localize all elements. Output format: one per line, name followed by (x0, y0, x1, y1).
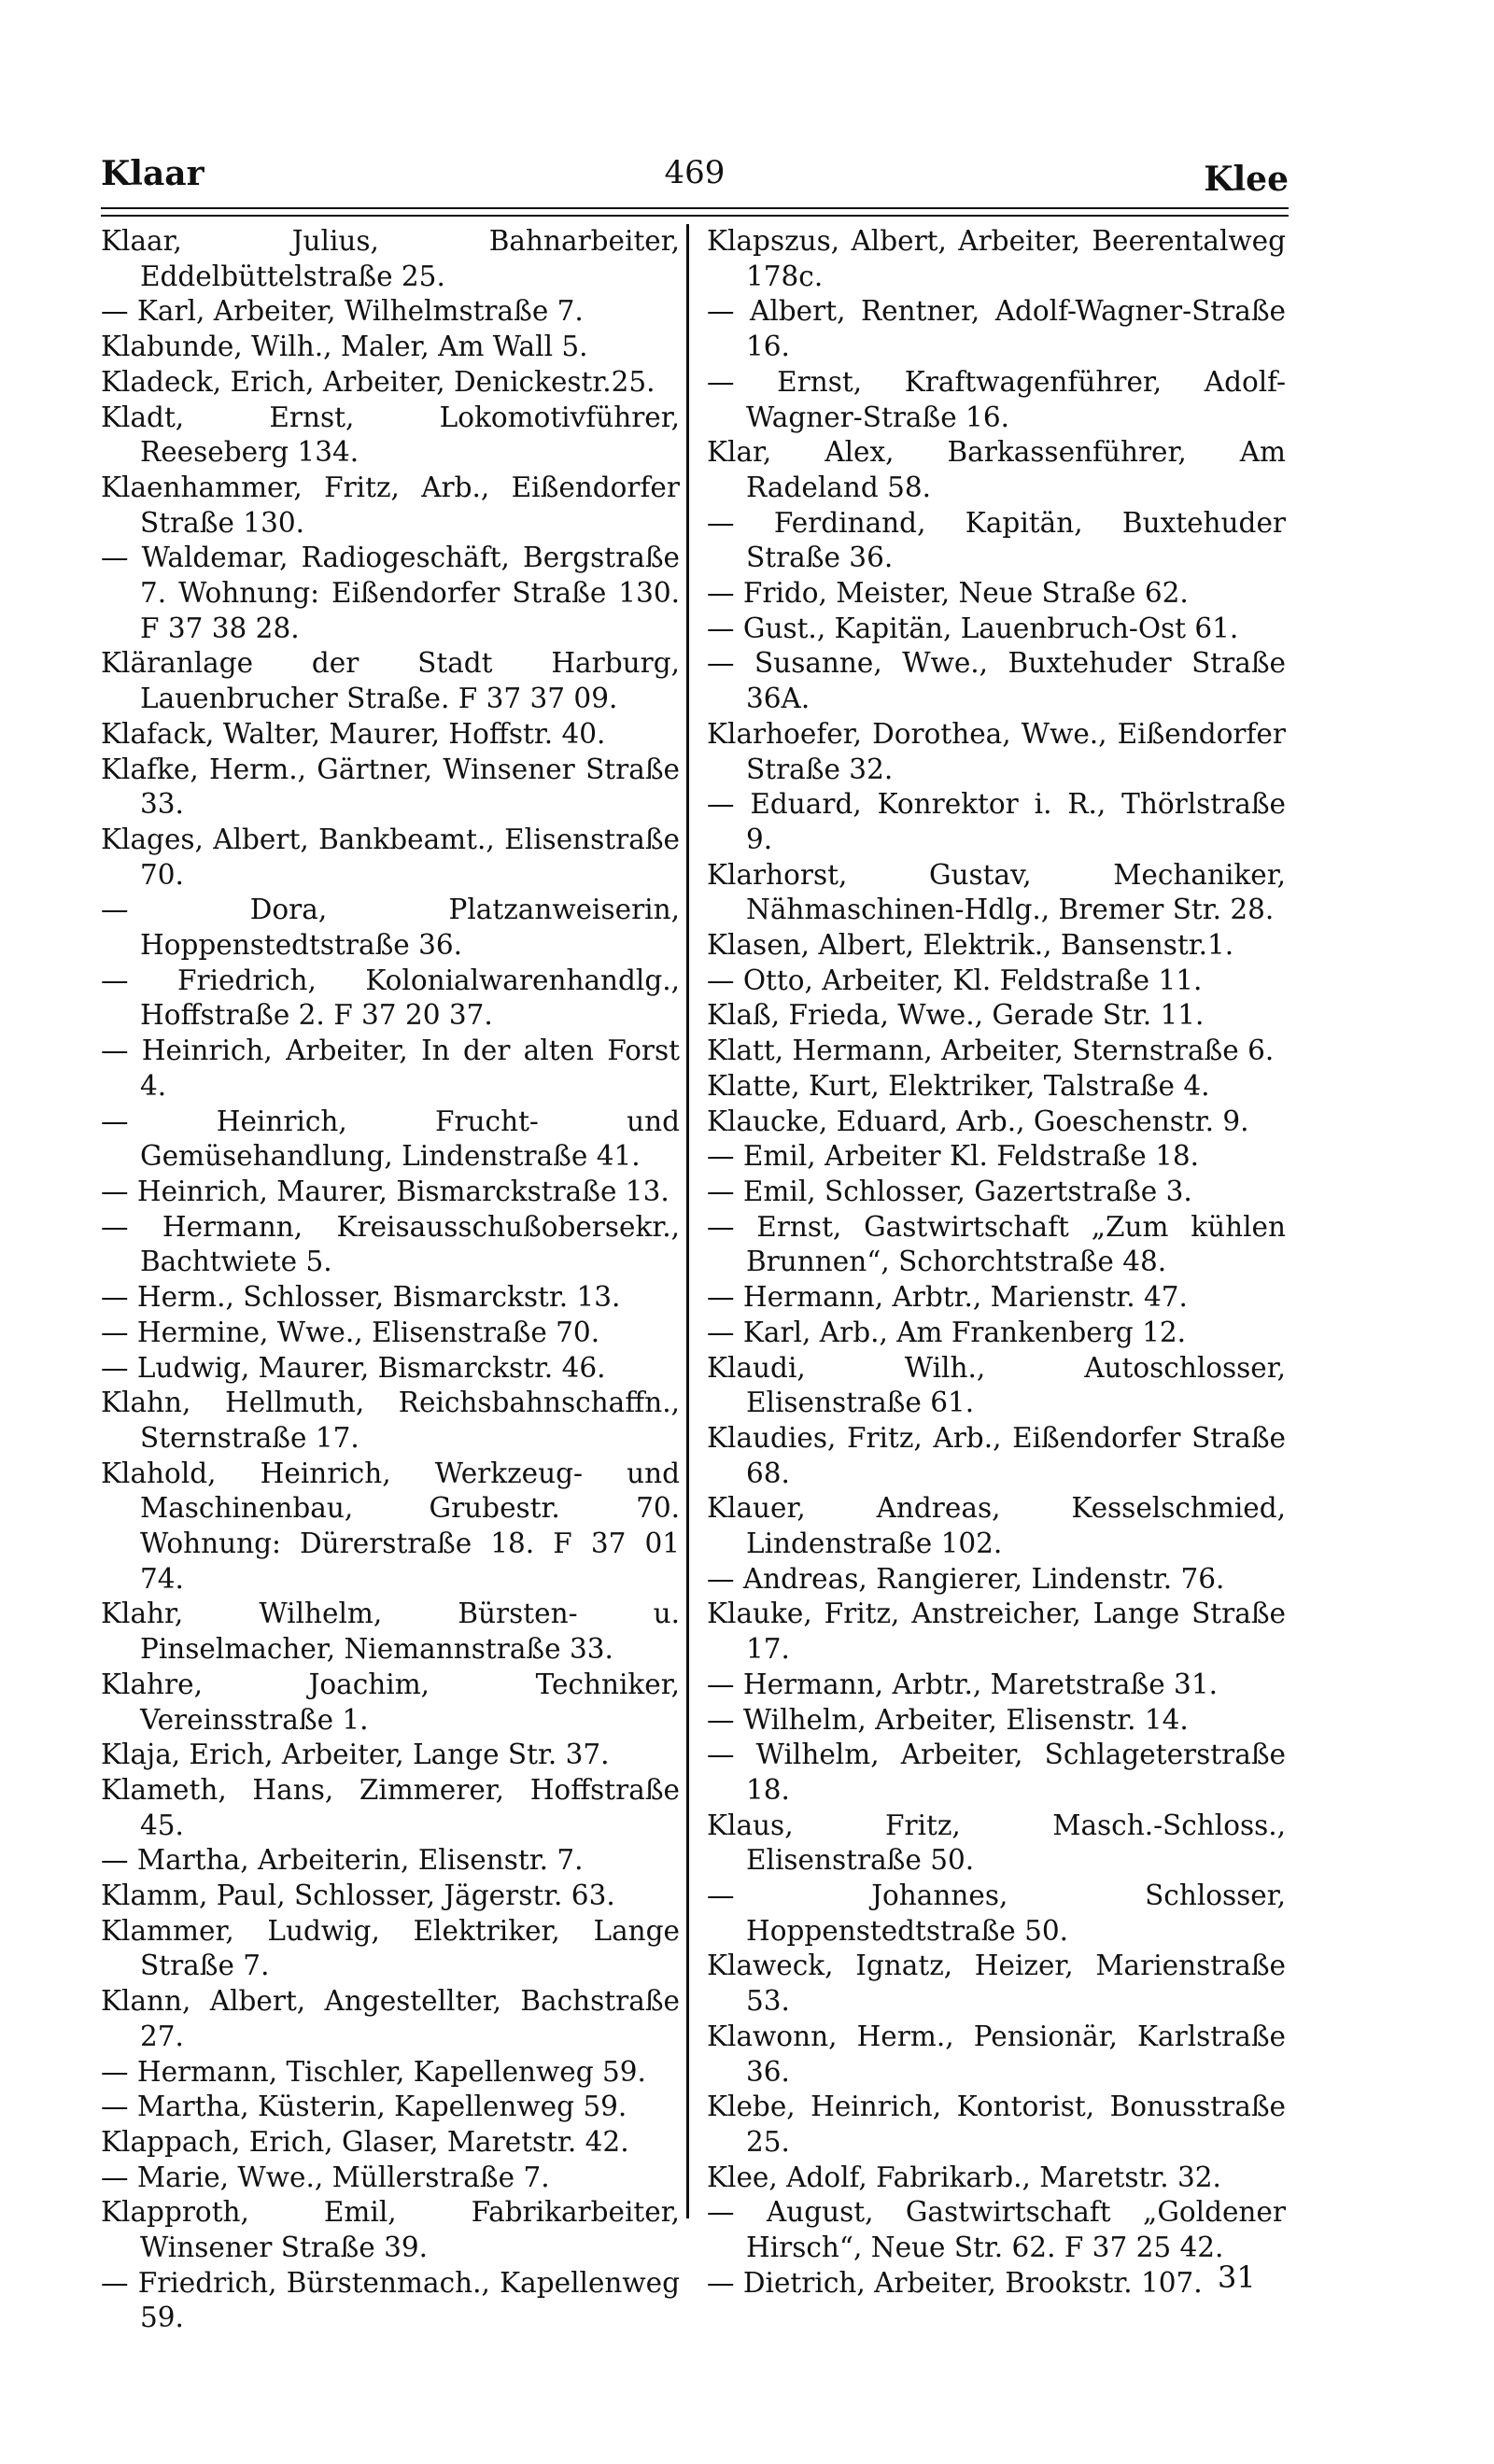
directory-entry: Klammer, Ludwig, Elektriker, Lange Straße 7. (101, 1914, 680, 1982)
directory-entry: — Eduard, Konrektor i. R., Thörlstraße 9. (707, 788, 1286, 855)
directory-entry: Klatt, Hermann, Arbeiter, Sternstraße 6. (707, 1035, 1275, 1067)
directory-entry: Klafke, Herm., Gärtner, Winsener Straße 33. (101, 753, 680, 821)
header-rule-top (101, 207, 1289, 209)
directory-entry: Klaenhammer, Fritz, Arb., Eißendorfer Straße 130. (101, 471, 680, 539)
right-column (707, 224, 1286, 2301)
directory-entry: — Friedrich, Bürstenmach., Kapellenweg 59. (101, 2266, 680, 2334)
directory-entry: — Ernst, Kraftwagenführer, Adolf-Wagner-Straße 16. (707, 365, 1286, 433)
page-number: 469 (664, 154, 726, 191)
directory-entry: Klabunde, Wilh., Maler, Am Wall 5. (101, 331, 588, 363)
directory-entry: — Emil, Arbeiter Kl. Feldstraße 18. (707, 1140, 1199, 1173)
directory-entry: — Heinrich, Frucht- und Gemüsehandlung, Lindenstraße 41. (101, 1105, 680, 1173)
directory-entry: — Ferdinand, Kapitän, Buxtehuder Straße 36. (707, 506, 1286, 574)
directory-entry: — Waldemar, Radiogeschäft, Bergstraße 7. Wohnung: Eißendorfer Straße 130. F 37 38 28. (101, 542, 680, 644)
directory-entry: — Marie, Wwe., Müllerstraße 7. (101, 2161, 550, 2193)
directory-entry: — August, Gastwirtschaft „Goldener Hirsch“, Neue Str. 62. F 37 25 42. (707, 2196, 1286, 2264)
directory-entry: Klauke, Fritz, Anstreicher, Lange Straße 17. (707, 1598, 1286, 1666)
directory-entry: Klatte, Kurt, Elektriker, Talstraße 4. (707, 1069, 1210, 1102)
directory-entry: Kläranlage der Stadt Harburg, Lauenbrucher Straße. F 37 37 09. (101, 647, 680, 715)
directory-entry: Klawonn, Herm., Pensionär, Karlstraße 36. (707, 2020, 1286, 2088)
directory-entry: Klebe, Heinrich, Kontorist, Bonusstraße 25. (707, 2091, 1286, 2158)
directory-entry: Klaweck, Ignatz, Heizer, Marienstraße 53. (707, 1950, 1286, 2018)
directory-entry: — Hermine, Wwe., Elisenstraße 70. (101, 1316, 600, 1348)
directory-entry: — Frido, Meister, Neue Straße 62. (707, 577, 1189, 610)
header-rule-bottom (101, 215, 1289, 217)
page-header (101, 154, 1289, 212)
directory-entry: — Ludwig, Maurer, Bismarckstr. 46. (101, 1351, 606, 1384)
directory-entry: — Albert, Rentner, Adolf-Wagner-Straße 16. (707, 295, 1286, 363)
directory-entry: — Martha, Arbeiterin, Elisenstr. 7. (101, 1844, 584, 1877)
directory-entry: — Wilhelm, Arbeiter, Schlageterstraße 18. (707, 1739, 1286, 1806)
directory-entry: — Karl, Arb., Am Frankenberg 12. (707, 1316, 1186, 1348)
directory-entry: Kladt, Ernst, Lokomotivführer, Reeseberg 134. (101, 401, 680, 469)
directory-entry: — Herm., Schlosser, Bismarckstr. 13. (101, 1281, 621, 1314)
directory-entry: Klaudies, Fritz, Arb., Eißendorfer Straße 68. (707, 1421, 1286, 1489)
directory-entry: — Susanne, Wwe., Buxtehuder Straße 36A. (707, 647, 1286, 715)
directory-entry: Klarhorst, Gustav, Mechaniker, Nähmaschinen-Hdlg., Bremer Str. 28. (707, 858, 1286, 926)
directory-entry: — Hermann, Tischler, Kapellenweg 59. (101, 2055, 646, 2088)
directory-entry: — Dietrich, Arbeiter, Brookstr. 107. (707, 2266, 1203, 2299)
directory-entry: Klaus, Fritz, Masch.-Schloss., Elisenstraße 50. (707, 1809, 1286, 1877)
directory-entry: Klapproth, Emil, Fabrikarbeiter, Winsener Straße 39. (101, 2196, 680, 2264)
directory-entry: Klaß, Frieda, Wwe., Gerade Str. 11. (707, 999, 1205, 1032)
directory-entry: — Hermann, Arbtr., Maretstraße 31. (707, 1668, 1218, 1700)
directory-entry: Klasen, Albert, Elektrik., Bansenstr.1. (707, 929, 1234, 962)
directory-entry: — Emil, Schlosser, Gazertstraße 3. (707, 1175, 1192, 1207)
directory-entry: Klee, Adolf, Fabrikarb., Maretstr. 32. (707, 2161, 1221, 2193)
directory-entry: — Wilhelm, Arbeiter, Elisenstr. 14. (707, 1703, 1189, 1736)
directory-entry: — Ernst, Gastwirtschaft „Zum kühlen Brunnen“, Schorchtstraße 48. (707, 1210, 1286, 1278)
directory-entry: Klafack, Walter, Maurer, Hoffstr. 40. (101, 717, 606, 750)
directory-entry: Klappach, Erich, Glaser, Maretstr. 42. (101, 2125, 629, 2158)
directory-entry: — Otto, Arbeiter, Kl. Feldstraße 11. (707, 964, 1203, 996)
directory-entry: Klauer, Andreas, Kesselschmied, Lindenstraße 102. (707, 1492, 1286, 1560)
directory-entry: — Karl, Arbeiter, Wilhelmstraße 7. (101, 295, 584, 328)
directory-entry: — Andreas, Rangierer, Lindenstr. 76. (707, 1562, 1225, 1595)
directory-entry: Klaucke, Eduard, Arb., Goeschenstr. 9. (707, 1105, 1249, 1137)
sheet-number: 31 (1218, 2260, 1256, 2295)
directory-entry: Klaudi, Wilh., Autoschlosser, Elisenstraße 61. (707, 1351, 1286, 1419)
directory-entry: — Friedrich, Kolonialwarenhandlg., Hoffstraße 2. F 37 20 37. (101, 964, 680, 1032)
running-head-last-name: Klee (1204, 160, 1289, 199)
directory-entry: Klahre, Joachim, Techniker, Vereinsstraße 1. (101, 1668, 680, 1736)
directory-entry: Klahr, Wilhelm, Bürsten- u. Pinselmacher, Niemannstraße 33. (101, 1598, 680, 1666)
directory-entry: Klar, Alex, Barkassenführer, Am Radeland 58. (707, 436, 1286, 503)
directory-entry: Klamm, Paul, Schlosser, Jägerstr. 63. (101, 1880, 615, 1912)
directory-entry: — Heinrich, Maurer, Bismarckstraße 13. (101, 1175, 669, 1207)
directory-entry: — Dora, Platzanweiserin, Hoppenstedtstraße 36. (101, 894, 680, 962)
directory-entry: Kladeck, Erich, Arbeiter, Denickestr.25. (101, 365, 655, 398)
directory-entry: Klann, Albert, Angestellter, Bachstraße 27. (101, 1985, 680, 2052)
left-column (101, 224, 680, 2336)
directory-entry: — Johannes, Schlosser, Hoppenstedtstraße 50. (707, 1880, 1286, 1947)
directory-entry: — Martha, Küsterin, Kapellenweg 59. (101, 2091, 627, 2123)
directory-entry: Klarhoefer, Dorothea, Wwe., Eißendorfer Straße 32. (707, 717, 1286, 785)
directory-entry: — Hermann, Arbtr., Marienstr. 47. (707, 1281, 1188, 1314)
directory-entry: Klameth, Hans, Zimmerer, Hoffstraße 45. (101, 1773, 680, 1841)
directory-entry: Klages, Albert, Bankbeamt., Elisenstraße 70. (101, 823, 680, 891)
directory-entry: Klaar, Julius, Bahnarbeiter, Eddelbüttelstraße 25. (101, 225, 680, 292)
directory-entry: Klahold, Heinrich, Werkzeug- und Maschinenbau, Grubestr. 70. Wohnung: Dürerstraße 18. F 37 01 74. (101, 1457, 680, 1595)
column-divider (686, 224, 689, 2218)
directory-entry: — Gust., Kapitän, Lauenbruch-Ost 61. (707, 612, 1239, 644)
directory-entry: Klaja, Erich, Arbeiter, Lange Str. 37. (101, 1739, 610, 1771)
directory-entry: Klapszus, Albert, Arbeiter, Beerentalweg 178c. (707, 225, 1286, 292)
running-head-first-name: Klaar (101, 154, 204, 193)
directory-entry: — Hermann, Kreisausschußobersekr., Bachtwiete 5. (101, 1210, 680, 1278)
directory-entry: Klahn, Hellmuth, Reichsbahnschaffn., Sternstraße 17. (101, 1387, 680, 1454)
directory-entry: — Heinrich, Arbeiter, In der alten Forst 4. (101, 1035, 680, 1102)
